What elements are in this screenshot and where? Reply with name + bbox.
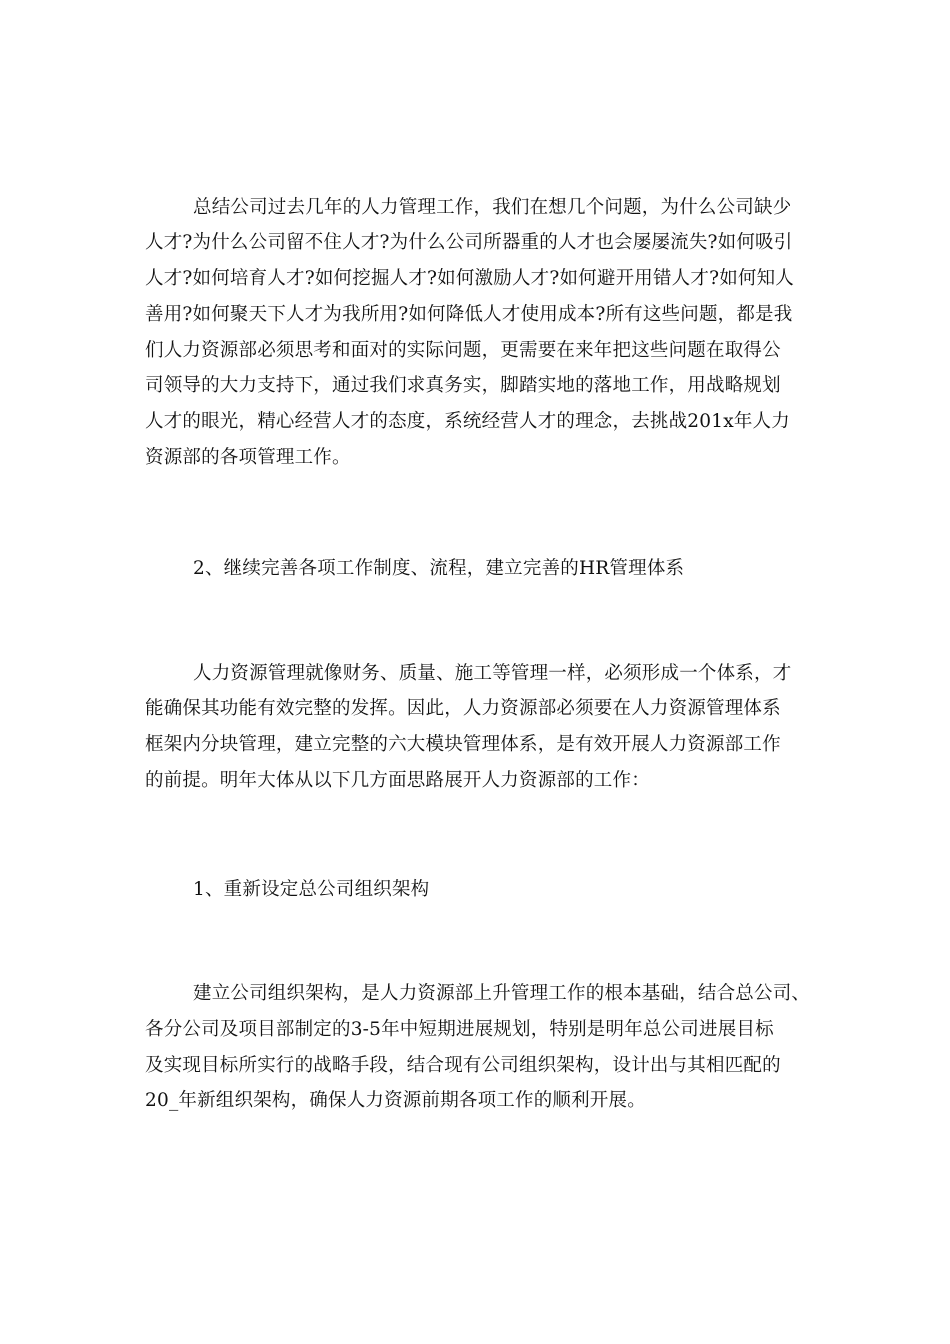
text-line: 20_年新组织架构，确保人力资源前期各项工作的顺利开展。 bbox=[145, 1090, 646, 1111]
text-line: 人才的眼光，精心经营人才的态度，系统经营人才的理念，去挑战201x年人力 bbox=[145, 411, 790, 432]
section-heading: 1、重新设定总公司组织架构 bbox=[193, 879, 430, 900]
text-line: 们人力资源部必须思考和面对的实际问题，更需要在来年把这些问题在取得公 bbox=[145, 340, 781, 361]
text-line: 人力资源管理就像财务、质量、施工等管理一样，必须形成一个体系，才 bbox=[193, 663, 792, 684]
text-line: 人才?为什么公司留不住人才?为什么公司所器重的人才也会屡屡流失?如何吸引 bbox=[145, 232, 793, 253]
text-line: 建立公司组织架构，是人力资源部上升管理工作的根本基础，结合总公司、 bbox=[193, 983, 811, 1004]
text-line: 各分公司及项目部制定的3-5年中短期进展规划，特别是明年总公司进展目标 bbox=[145, 1019, 774, 1040]
section-heading: 2、继续完善各项工作制度、流程，建立完善的HR管理体系 bbox=[193, 558, 685, 579]
text-line: 总结公司过去几年的人力管理工作，我们在想几个问题，为什么公司缺少 bbox=[193, 197, 792, 218]
text-line: 善用?如何聚天下人才为我所用?如何降低人才使用成本?所有这些问题，都是我 bbox=[145, 304, 793, 325]
text-line: 能确保其功能有效完整的发挥。因此，人力资源部必须要在人力资源管理体系 bbox=[145, 698, 781, 719]
text-line: 及实现目标所实行的战略手段，结合现有公司组织架构，设计出与其相匹配的 bbox=[145, 1055, 781, 1076]
text-line: 司领导的大力支持下，通过我们求真务实，脚踏实地的落地工作，用战略规划 bbox=[145, 375, 781, 396]
text-line: 的前提。明年大体从以下几方面思路展开人力资源部的工作： bbox=[145, 770, 650, 791]
text-line: 资源部的各项管理工作。 bbox=[145, 447, 351, 468]
text-line: 人才?如何培育人才?如何挖掘人才?如何激励人才?如何避开用错人才?如何知人 bbox=[145, 268, 794, 289]
text-line: 框架内分块管理，建立完整的六大模块管理体系，是有效开展人力资源部工作 bbox=[145, 734, 781, 755]
